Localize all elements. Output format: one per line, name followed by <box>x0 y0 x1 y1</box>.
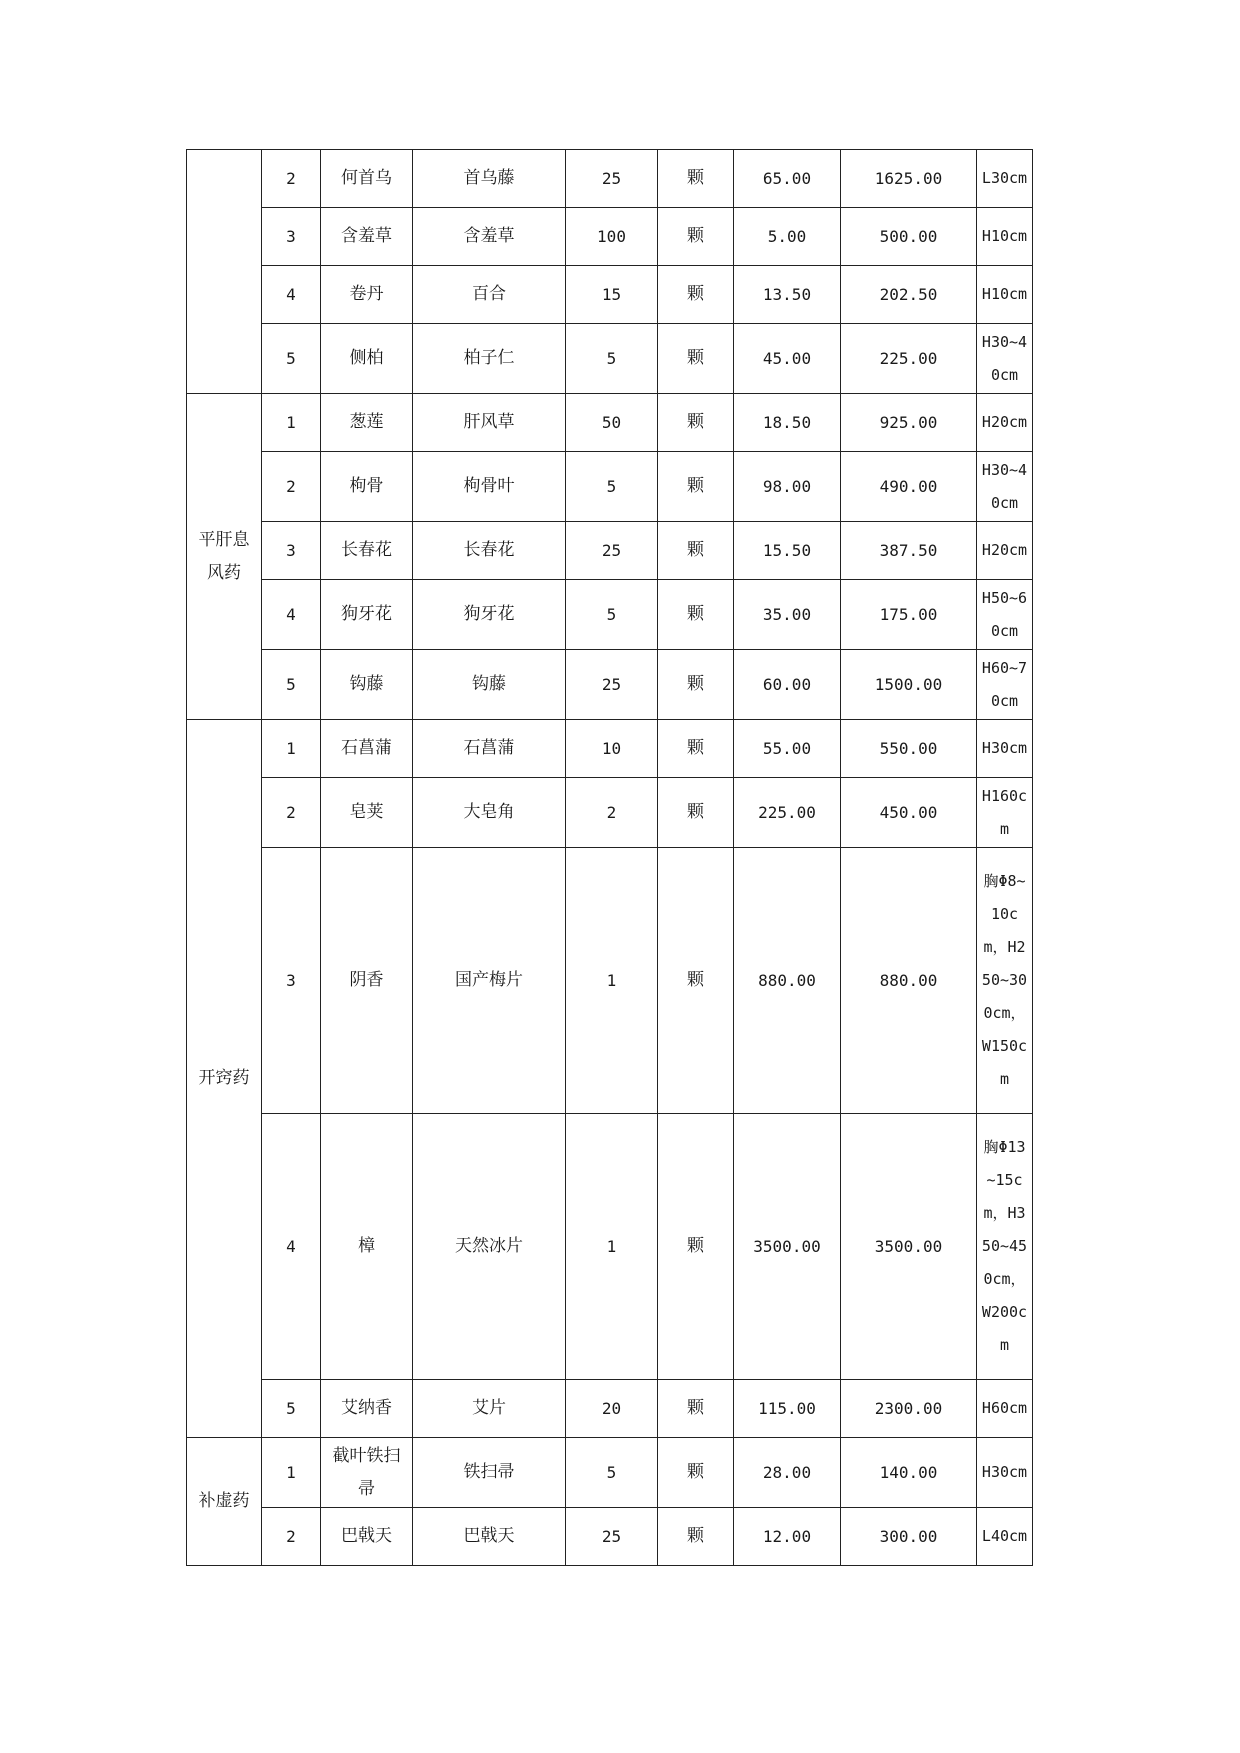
row-number-cell: 2 <box>262 150 321 208</box>
total-price-cell: 880.00 <box>841 848 977 1114</box>
quantity-cell: 5 <box>566 324 658 394</box>
quantity-cell: 25 <box>566 650 658 720</box>
quantity-cell: 25 <box>566 1508 658 1566</box>
specification-cell: H30~40cm <box>977 452 1033 522</box>
quantity-cell: 5 <box>566 580 658 650</box>
plant-name-cell: 葱莲 <box>321 394 413 452</box>
specification-cell: H30cm <box>977 1438 1033 1508</box>
plant-name-cell: 狗牙花 <box>321 580 413 650</box>
table-row <box>187 1508 1033 1566</box>
quantity-cell: 20 <box>566 1380 658 1438</box>
table-row <box>187 778 1033 848</box>
unit-price-cell: 35.00 <box>734 580 841 650</box>
unit-cell: 颗 <box>658 1380 734 1438</box>
plant-name-cell: 樟 <box>321 1114 413 1380</box>
total-price-cell: 490.00 <box>841 452 977 522</box>
unit-price-cell: 28.00 <box>734 1438 841 1508</box>
quantity-cell: 100 <box>566 208 658 266</box>
specification-cell: H30~40cm <box>977 324 1033 394</box>
quantity-cell: 10 <box>566 720 658 778</box>
unit-price-cell: 55.00 <box>734 720 841 778</box>
category-cell: 开窍药 <box>187 720 262 1438</box>
medicinal-name-cell: 含羞草 <box>413 208 566 266</box>
quantity-cell: 5 <box>566 452 658 522</box>
plant-name-cell: 何首乌 <box>321 150 413 208</box>
table-row <box>187 266 1033 324</box>
unit-cell: 颗 <box>658 1438 734 1508</box>
total-price-cell: 175.00 <box>841 580 977 650</box>
row-number-cell: 1 <box>262 720 321 778</box>
medicinal-name-cell: 柏子仁 <box>413 324 566 394</box>
unit-cell: 颗 <box>658 720 734 778</box>
unit-price-cell: 60.00 <box>734 650 841 720</box>
row-number-cell: 1 <box>262 1438 321 1508</box>
row-number-cell: 2 <box>262 452 321 522</box>
unit-cell: 颗 <box>658 266 734 324</box>
specification-cell: H30cm <box>977 720 1033 778</box>
medicinal-name-cell: 铁扫帚 <box>413 1438 566 1508</box>
unit-price-cell: 12.00 <box>734 1508 841 1566</box>
unit-cell: 颗 <box>658 452 734 522</box>
medicinal-name-cell: 艾片 <box>413 1380 566 1438</box>
quantity-cell: 25 <box>566 150 658 208</box>
unit-cell: 颗 <box>658 580 734 650</box>
table-row <box>187 150 1033 208</box>
unit-cell: 颗 <box>658 394 734 452</box>
unit-cell: 颗 <box>658 1114 734 1380</box>
row-number-cell: 4 <box>262 1114 321 1380</box>
unit-cell: 颗 <box>658 650 734 720</box>
unit-price-cell: 15.50 <box>734 522 841 580</box>
total-price-cell: 225.00 <box>841 324 977 394</box>
medicinal-name-cell: 石菖蒲 <box>413 720 566 778</box>
specification-cell: 胸Φ8~10cm，H250~300cm，W150cm <box>977 848 1033 1114</box>
medicinal-name-cell: 巴戟天 <box>413 1508 566 1566</box>
unit-price-cell: 225.00 <box>734 778 841 848</box>
medicinal-name-cell: 钩藤 <box>413 650 566 720</box>
medicinal-name-cell: 百合 <box>413 266 566 324</box>
total-price-cell: 202.50 <box>841 266 977 324</box>
plant-name-cell: 卷丹 <box>321 266 413 324</box>
plant-name-cell: 阴香 <box>321 848 413 1114</box>
unit-cell: 颗 <box>658 848 734 1114</box>
quantity-cell: 5 <box>566 1438 658 1508</box>
total-price-cell: 300.00 <box>841 1508 977 1566</box>
total-price-cell: 500.00 <box>841 208 977 266</box>
row-number-cell: 1 <box>262 394 321 452</box>
unit-price-cell: 65.00 <box>734 150 841 208</box>
medicinal-name-cell: 枸骨叶 <box>413 452 566 522</box>
specification-cell: H50~60cm <box>977 580 1033 650</box>
table-row <box>187 1438 1033 1508</box>
plant-name-cell: 含羞草 <box>321 208 413 266</box>
row-number-cell: 2 <box>262 778 321 848</box>
medicinal-name-cell: 狗牙花 <box>413 580 566 650</box>
row-number-cell: 5 <box>262 1380 321 1438</box>
unit-price-cell: 880.00 <box>734 848 841 1114</box>
unit-price-cell: 18.50 <box>734 394 841 452</box>
quantity-cell: 15 <box>566 266 658 324</box>
unit-price-cell: 13.50 <box>734 266 841 324</box>
medicinal-name-cell: 长春花 <box>413 522 566 580</box>
medicinal-name-cell: 大皂角 <box>413 778 566 848</box>
table-row <box>187 208 1033 266</box>
plant-name-cell: 截叶铁扫帚 <box>321 1438 413 1508</box>
unit-price-cell: 5.00 <box>734 208 841 266</box>
table-row <box>187 324 1033 394</box>
table-row <box>187 394 1033 452</box>
plant-name-cell: 长春花 <box>321 522 413 580</box>
row-number-cell: 4 <box>262 266 321 324</box>
table-row <box>187 1380 1033 1438</box>
plant-name-cell: 侧柏 <box>321 324 413 394</box>
specification-cell: H60cm <box>977 1380 1033 1438</box>
medicinal-name-cell: 肝风草 <box>413 394 566 452</box>
category-cell <box>187 150 262 394</box>
quantity-cell: 50 <box>566 394 658 452</box>
total-price-cell: 925.00 <box>841 394 977 452</box>
quantity-cell: 1 <box>566 1114 658 1380</box>
plant-name-cell: 皂荚 <box>321 778 413 848</box>
specification-cell: H20cm <box>977 394 1033 452</box>
medicinal-name-cell: 国产梅片 <box>413 848 566 1114</box>
unit-cell: 颗 <box>658 150 734 208</box>
total-price-cell: 2300.00 <box>841 1380 977 1438</box>
specification-cell: L40cm <box>977 1508 1033 1566</box>
plant-name-cell: 钩藤 <box>321 650 413 720</box>
table-row <box>187 848 1033 1114</box>
table-row <box>187 580 1033 650</box>
plant-price-table <box>186 149 1033 1566</box>
quantity-cell: 2 <box>566 778 658 848</box>
specification-cell: H160cm <box>977 778 1033 848</box>
plant-name-cell: 枸骨 <box>321 452 413 522</box>
unit-price-cell: 98.00 <box>734 452 841 522</box>
total-price-cell: 3500.00 <box>841 1114 977 1380</box>
specification-cell: H10cm <box>977 208 1033 266</box>
total-price-cell: 1625.00 <box>841 150 977 208</box>
category-cell: 补虚药 <box>187 1438 262 1566</box>
specification-cell: L30cm <box>977 150 1033 208</box>
unit-price-cell: 45.00 <box>734 324 841 394</box>
row-number-cell: 3 <box>262 522 321 580</box>
specification-cell: H60~70cm <box>977 650 1033 720</box>
table-row <box>187 650 1033 720</box>
specification-cell: H20cm <box>977 522 1033 580</box>
unit-price-cell: 3500.00 <box>734 1114 841 1380</box>
unit-cell: 颗 <box>658 522 734 580</box>
row-number-cell: 3 <box>262 848 321 1114</box>
row-number-cell: 2 <box>262 1508 321 1566</box>
total-price-cell: 140.00 <box>841 1438 977 1508</box>
total-price-cell: 550.00 <box>841 720 977 778</box>
category-cell: 平肝息风药 <box>187 394 262 720</box>
medicinal-name-cell: 首乌藤 <box>413 150 566 208</box>
row-number-cell: 5 <box>262 324 321 394</box>
plant-name-cell: 艾纳香 <box>321 1380 413 1438</box>
total-price-cell: 1500.00 <box>841 650 977 720</box>
total-price-cell: 450.00 <box>841 778 977 848</box>
table-body <box>187 150 1033 1566</box>
specification-cell: 胸Φ13~15cm，H350~450cm，W200cm <box>977 1114 1033 1380</box>
unit-cell: 颗 <box>658 1508 734 1566</box>
row-number-cell: 4 <box>262 580 321 650</box>
medicinal-name-cell: 天然冰片 <box>413 1114 566 1380</box>
table-row <box>187 522 1033 580</box>
row-number-cell: 5 <box>262 650 321 720</box>
plant-name-cell: 巴戟天 <box>321 1508 413 1566</box>
unit-cell: 颗 <box>658 208 734 266</box>
unit-price-cell: 115.00 <box>734 1380 841 1438</box>
quantity-cell: 25 <box>566 522 658 580</box>
specification-cell: H10cm <box>977 266 1033 324</box>
quantity-cell: 1 <box>566 848 658 1114</box>
unit-cell: 颗 <box>658 778 734 848</box>
table-row <box>187 720 1033 778</box>
row-number-cell: 3 <box>262 208 321 266</box>
table-row <box>187 1114 1033 1380</box>
unit-cell: 颗 <box>658 324 734 394</box>
table-row <box>187 452 1033 522</box>
plant-name-cell: 石菖蒲 <box>321 720 413 778</box>
total-price-cell: 387.50 <box>841 522 977 580</box>
